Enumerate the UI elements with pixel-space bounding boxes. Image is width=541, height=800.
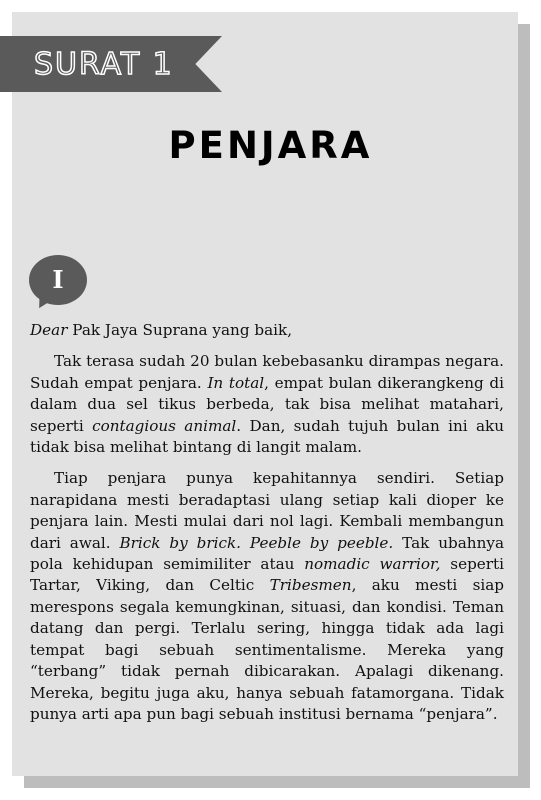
paragraph-2-text-c: Tak ubahnya pola kehidupan semimiliter atau <box>30 533 505 574</box>
page-title: PENJARA <box>168 124 373 167</box>
paragraph-2 <box>30 468 504 725</box>
paragraph-2-italic-f: Tribesmen <box>269 576 352 595</box>
paragraph-2-italic-b: Brick by brick. Peeble by peeble. <box>119 533 394 552</box>
paragraph-2-text-e: seperti Tartar, Viking, dan Celtic <box>30 555 504 595</box>
paragraph-1-italic-d: contagious animal <box>92 416 237 435</box>
paragraph-2-text-g: , aku mesti siap merespons segala kemungkinan, situasi, dan kondisi. Teman datang dan pergi. Terlalu sering, hingga tidak ada lagi tempat bagi sebuah sentimentalisme. Mereka yang “terbang” tidak pernah dibicarakan. Apalagi dikenang. Mereka, begitu juga aku, hanya sebuah fatamorgana. Tidak punya arti apa pun bagi sebuah institusi bernama “penjara”. <box>30 576 505 723</box>
paragraph-1-text-a: Tak terasa sudah 20 bulan kebebasanku dirampas negara. Sudah empat penjara. <box>30 352 504 392</box>
salutation-name: Pak Jaya Suprana yang baik, <box>67 321 293 339</box>
chapter-ribbon-label: SURAT 1 <box>34 47 174 82</box>
paragraph-1-text-e: . Dan, sudah tujuh bulan ini aku tidak bisa melihat bintang di langit malam. <box>30 416 504 457</box>
salutation-dear: Dear <box>30 321 68 339</box>
section-badge-label: I <box>52 265 64 294</box>
paragraph-1-italic-b: In total <box>207 373 265 392</box>
letter-body <box>30 320 504 735</box>
paragraph-1-text-c: , empat bulan dikerangkeng di dalam dua sel tikus berbeda, tak bisa melihat matahari, seperti <box>30 373 504 435</box>
salutation <box>30 320 504 341</box>
paragraph-1 <box>30 351 504 458</box>
paragraph-2-italic-d: nomadic warrior, <box>304 555 441 574</box>
paragraph-2-text-a: Tiap penjara punya kepahitannya sendiri. Setiap narapidana mesti beradaptasi ulang setiap kali dioper ke penjara lain. Mesti mulai dari nol lagi. Kembali membangun dari awal. <box>30 469 504 552</box>
